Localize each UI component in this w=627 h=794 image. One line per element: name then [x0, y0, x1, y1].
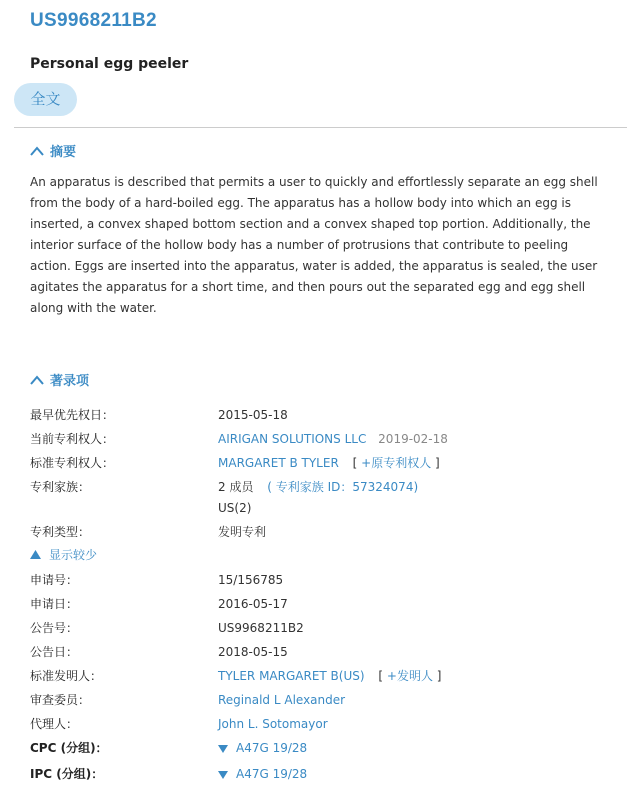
biblio-heading: 著录项: [50, 374, 90, 389]
family-countries-row: [30, 498, 620, 518]
earliest-priority-row: [30, 405, 620, 425]
abstract-text: An apparatus is described that permits a user to quickly and effortlessly separate an egg shell from the body of a hard-boiled egg. The apparatus has a hollow body into which an egg is inserted, a convex shaped bottom section and a convex shaped top portion. Additionally, the interior surface of the hollow body has a number of protrusions that contribute to peeling action. Eggs are inserted into the apparatus, water is added, the apparatus is sealed, the user agitates the apparatus for a short time, and then pours out the separated egg and egg shell along with the water.: [30, 175, 598, 315]
std-inventor-label: 标准发明人：: [30, 669, 103, 683]
earliest-priority-value: 2015-05-18: [218, 408, 288, 422]
inventor-expand-link[interactable]: +发明人: [386, 669, 433, 683]
std-inventor-bracket-close: ]: [436, 669, 442, 683]
app-date-value: 2016-05-17: [218, 597, 288, 611]
triangle-down-icon[interactable]: [218, 771, 228, 779]
pub-date-label: 公告日：: [30, 645, 79, 659]
triangle-down-icon[interactable]: [218, 745, 228, 753]
cpc-link[interactable]: A47G 19/28: [236, 741, 308, 755]
app-date-label: 申请日：: [30, 597, 79, 611]
std-assignee-bracket-close: ]: [435, 456, 440, 470]
original-assignee-expand-link[interactable]: +原专利权人: [361, 456, 432, 470]
std-inventor-link[interactable]: TYLER MARGARET B(US): [218, 669, 365, 683]
std-inventor-bracket-open: [: [378, 669, 384, 683]
current-assignee-date: 2019-02-18: [378, 432, 448, 446]
std-inventor-row: [30, 666, 620, 686]
patent-type-row: [30, 522, 620, 542]
earliest-priority-label: 最早优先权日：: [30, 408, 115, 422]
patent-title: Personal egg peeler: [30, 56, 189, 72]
patent-type-label: 专利类型：: [30, 525, 91, 539]
family-label: 专利家族：: [30, 480, 91, 494]
app-date-row: [30, 594, 620, 614]
std-assignee-row: [30, 453, 620, 473]
current-assignee-label: 当前专利权人：: [30, 432, 115, 446]
triangle-up-icon: [30, 550, 41, 559]
chevron-up-icon: [30, 146, 44, 156]
family-count: 2 成员: [218, 480, 254, 494]
current-assignee-link[interactable]: AIRIGAN SOLUTIONS LLC: [218, 432, 367, 446]
patent-type-value: 发明专利: [218, 525, 267, 539]
std-assignee-label: 标准专利权人：: [30, 456, 115, 470]
app-number-value: 15/156785: [218, 573, 284, 587]
examiner-row: [30, 690, 620, 710]
ipc-row: [30, 764, 620, 784]
pub-date-value: 2018-05-15: [218, 645, 288, 659]
agent-row: [30, 714, 620, 734]
pub-number-value: US9968211B2: [218, 621, 304, 635]
ipc-label: IPC (分组)：: [30, 767, 104, 781]
pub-date-row: [30, 642, 620, 662]
current-assignee-row: [30, 429, 620, 449]
fulltext-button[interactable]: 全文: [14, 83, 77, 116]
family-id-link[interactable]: ( 专利家族 ID：57324074): [267, 480, 419, 494]
examiner-label: 审查委员：: [30, 693, 91, 707]
chevron-up-icon: [30, 375, 44, 385]
std-assignee-link[interactable]: MARGARET B TYLER: [218, 456, 339, 470]
show-less-label: 显示较少: [49, 548, 98, 562]
family-countries: US(2): [218, 501, 252, 515]
header-divider: [14, 127, 627, 128]
family-row: [30, 477, 620, 497]
biblio-section-toggle[interactable]: [30, 370, 89, 389]
abstract-section-toggle[interactable]: [30, 141, 76, 160]
abstract-heading: 摘要: [50, 145, 77, 160]
show-less-toggle[interactable]: [30, 546, 97, 563]
app-number-label: 申请号：: [30, 573, 79, 587]
app-number-row: [30, 570, 620, 590]
ipc-link[interactable]: A47G 19/28: [236, 767, 308, 781]
cpc-label: CPC (分组)：: [30, 741, 108, 755]
agent-label: 代理人：: [30, 717, 79, 731]
agent-link[interactable]: John L. Sotomayor: [218, 717, 328, 731]
cpc-row: [30, 738, 620, 758]
pub-number-row: [30, 618, 620, 638]
pub-number-label: 公告号：: [30, 621, 79, 635]
examiner-link[interactable]: Reginald L Alexander: [218, 693, 346, 707]
publication-number: US9968211B2: [30, 10, 157, 31]
std-assignee-bracket-open: [: [352, 456, 358, 470]
